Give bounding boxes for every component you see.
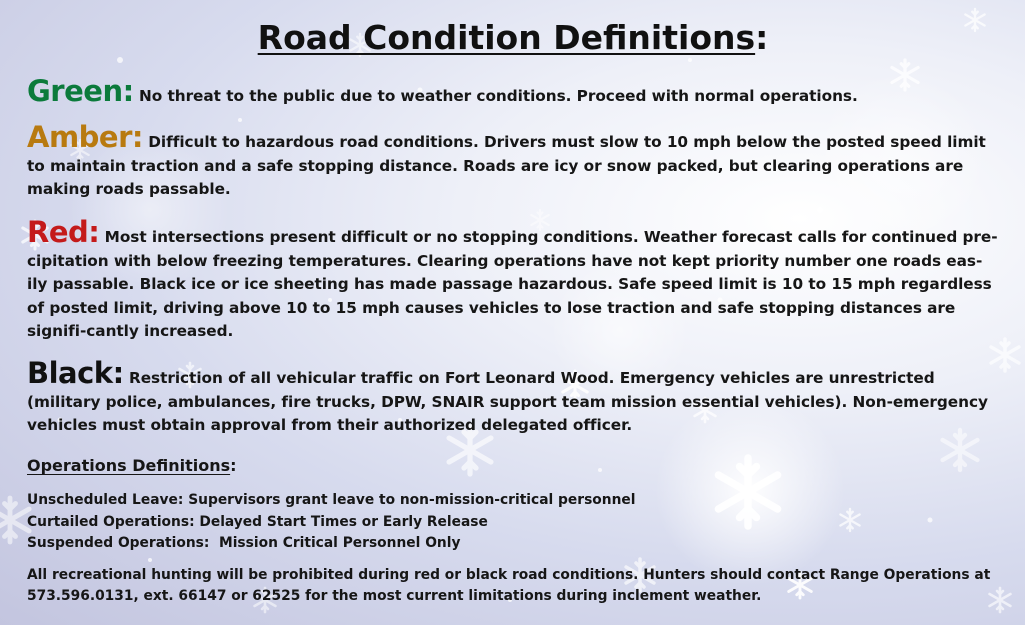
definition-amber-text: Difficult to hazardous road conditions. Drivers must slow to 10 mph below the posted speed limit to maintain traction and a safe stopping distance. Roads are icy or snow packed, but clearing operations are making roads passable. — [27, 133, 986, 198]
definition-amber — [27, 120, 999, 202]
page-title — [27, 18, 999, 57]
definition-green-text: No threat to the public due to weather conditions. Proceed with normal operations. — [133, 87, 858, 105]
definition-black — [27, 356, 999, 438]
term-red-colon: : — [88, 215, 100, 249]
operations-list — [27, 490, 636, 555]
term-green-colon: : — [122, 74, 134, 108]
definition-red — [27, 215, 999, 344]
definition-black-text: Restriction of all vehicular traffic on Fort Leonard Wood. Emergency vehicles are unrestricted (military police, ambulances, fire trucks, DPW, SNAIR support team mission essential vehicles). Non-emergency vehicles must obtain approval from their authorized delegated officer. — [27, 369, 988, 434]
hunting-note: All recreational hunting will be prohibited during red or black road conditions. Hunters should contact Range Operations at 573.596.0131, ext. 66147 or 62525 for the most current limitations during inclement weather. — [27, 567, 991, 604]
term-green: Green — [27, 74, 123, 108]
title-text: Road Condition Definitions — [257, 18, 756, 57]
title-colon: : — [755, 18, 769, 57]
operations-title — [27, 456, 237, 475]
definition-red-text: Most intersections present difficult or no stopping conditions. Weather forecast calls for continued pre-cipitation with below freezing temperatures. Clearing operations have not kept priority number one roads eas-ily passable. Black ice or ice sheeting has made passage hazardous. Safe speed limit is 10 to 15 mph regardless of posted limit, driving above 10 to 15 mph causes vehicles to lose traction and safe stopping distances are signifi-cantly increased. — [27, 228, 998, 340]
term-black: Black — [27, 356, 113, 390]
definition-green — [27, 74, 999, 109]
term-amber-colon: : — [131, 120, 143, 154]
operations-title-text: Operations Definitions — [27, 456, 231, 475]
operations-title-colon: : — [230, 456, 237, 475]
term-red: Red — [27, 215, 89, 249]
term-black-colon: : — [112, 356, 124, 390]
operations-item: Curtailed Operations: Delayed Start Times or Early Release — [27, 513, 488, 530]
term-amber: Amber — [27, 120, 132, 154]
operations-item: Suspended Operations: Mission Critical Personnel Only — [27, 535, 461, 551]
operations-item: Unscheduled Leave: Supervisors grant leave to non-mission-critical personnel — [27, 492, 636, 508]
